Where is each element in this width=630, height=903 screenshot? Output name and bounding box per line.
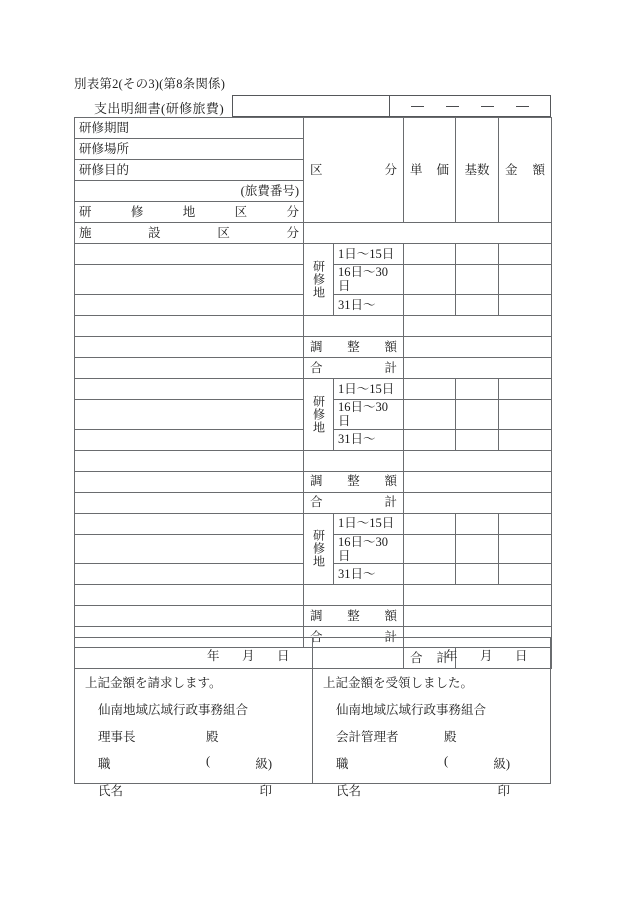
block-2-day-range-2: 16日〜30日 [334, 399, 404, 429]
receipt-name-row[interactable] [323, 781, 540, 799]
top-strip [232, 95, 551, 117]
column-header-unit-price [404, 118, 456, 223]
area-class-char-1: 研 [79, 204, 92, 219]
column-header-base-count: 基数 [456, 118, 499, 223]
table-row [75, 244, 552, 265]
claim-position-label: 職 [98, 757, 111, 771]
receipt-name-label: 氏名 [336, 784, 362, 798]
adjustment-char-2: 整 [347, 339, 360, 354]
block-2-subtotal-label [304, 492, 404, 513]
block-1-day-range-2: 16日〜30日 [334, 265, 404, 295]
top-blank-field[interactable] [233, 96, 390, 116]
info-label-period: 研修期間 [75, 118, 304, 139]
receipt-day-label: 日 [514, 649, 528, 663]
receipt-position-label: 職 [336, 757, 349, 771]
block-3-left-row-5[interactable] [75, 606, 304, 627]
block-2-adjustment-label [304, 471, 404, 492]
block-2-left-row-6[interactable] [75, 492, 304, 513]
claim-name-label: 氏名 [98, 784, 124, 798]
block-1-unit-price-3[interactable] [404, 294, 456, 315]
block-2-day-range-3: 31日〜 [334, 429, 404, 450]
facility-class-char-1: 施 [79, 225, 92, 240]
block-2-base-count-3[interactable] [456, 429, 499, 450]
block-2-left-row-3[interactable] [75, 429, 304, 450]
block-3-amount-3[interactable] [499, 564, 552, 585]
category-char-1: 区 [310, 162, 323, 177]
document-title: 支出明細書(研修旅費) [94, 101, 225, 116]
adjustment-char-3: 額 [384, 339, 397, 354]
block-2-unit-price-3[interactable] [404, 429, 456, 450]
block-1-amount-2[interactable] [499, 265, 552, 295]
receipt-grade-label: 級) [493, 757, 510, 771]
receipt-organization: 仙南地域広域行政事務組合 [336, 703, 487, 717]
form-code: 別表第2(その3)(第8条関係) [74, 77, 226, 91]
adjustment-char-1: 調 [310, 609, 323, 624]
dash-mark-2 [446, 106, 459, 107]
adjustment-char-2: 整 [347, 609, 360, 624]
dash-mark-1 [411, 106, 424, 107]
receipt-position-row[interactable] [323, 754, 540, 772]
block-1-base-count-1[interactable] [456, 244, 499, 265]
facility-class-char-2: 設 [148, 225, 161, 240]
block-1-amount-3[interactable] [499, 294, 552, 315]
subtotal-char-1: 合 [310, 360, 323, 375]
table-row [75, 223, 552, 244]
block-1-subtotal-label [304, 357, 404, 378]
table-row [75, 492, 552, 513]
column-header-category [304, 118, 404, 223]
expense-detail-table [74, 117, 552, 669]
claim-position-row[interactable] [85, 754, 302, 772]
block-1-base-count-2[interactable] [456, 265, 499, 295]
header-facility-class [75, 223, 304, 244]
unit-price-char-1: 単 [410, 162, 423, 177]
table-row [75, 513, 552, 534]
table-row [75, 315, 552, 336]
block-1-left-row-6[interactable] [75, 357, 304, 378]
column-header-amount [499, 118, 552, 223]
subtotal-char-1: 合 [310, 630, 323, 645]
block-3-base-count-2[interactable] [456, 534, 499, 564]
block-3-left-row-3[interactable] [75, 564, 304, 585]
claim-addressee-row [85, 727, 302, 745]
block-1-unit-price-1[interactable] [404, 244, 456, 265]
block-1-left-row-3[interactable] [75, 294, 304, 315]
table-row [75, 357, 552, 378]
block-3-amount-1[interactable] [499, 513, 552, 534]
block-3-amount-2[interactable] [499, 534, 552, 564]
block-3-day-range-1: 1日〜15日 [334, 513, 404, 534]
adjustment-char-2: 整 [347, 474, 360, 489]
claim-seal-label: 印 [259, 784, 272, 798]
block-3-adjustment-label [304, 606, 404, 627]
block-2-base-count-2[interactable] [456, 399, 499, 429]
block-2-blank-value[interactable] [404, 450, 552, 471]
adjustment-char-1: 調 [310, 339, 323, 354]
block-3-vertical-label: 研修地 [304, 513, 334, 585]
facility-class-char-4: 分 [286, 225, 299, 240]
info-label-purpose: 研修目的 [75, 160, 304, 181]
block-1-left-row-4[interactable] [75, 315, 304, 336]
facility-class-char-3: 区 [217, 225, 230, 240]
block-2-blank-label [304, 450, 404, 471]
block-1-left-row-5[interactable] [75, 336, 304, 357]
grand-total-char-1: 合 [410, 651, 423, 666]
block-3-blank-value[interactable] [404, 585, 552, 606]
block-1-vertical-label: 研修地 [304, 244, 334, 316]
category-char-2: 分 [384, 162, 397, 177]
subtotal-char-2: 計 [384, 630, 397, 645]
block-2-day-range-1: 1日〜15日 [334, 378, 404, 399]
amount-char-2: 額 [532, 162, 545, 177]
claim-grade-label: 級) [255, 757, 272, 771]
block-1-left-row-2[interactable] [75, 265, 304, 295]
claim-year-label: 年 [206, 649, 220, 663]
block-3-base-count-1[interactable] [456, 513, 499, 534]
area-class-char-2: 修 [130, 204, 144, 219]
subtotal-char-1: 合 [310, 495, 323, 510]
adjustment-char-1: 調 [310, 474, 323, 489]
block-2-vertical-label: 研修地 [304, 378, 334, 450]
block-2-amount-3[interactable] [499, 429, 552, 450]
receipt-year-label: 年 [444, 649, 458, 663]
grand-total-char-2: 計 [436, 651, 449, 666]
table-row [75, 450, 552, 471]
block-3-blank-label [304, 585, 404, 606]
claim-statement: 上記金額を請求します。 [85, 676, 222, 690]
block-2-unit-price-1[interactable] [404, 378, 456, 399]
claim-grade-open: ( [206, 754, 211, 768]
signature-area [74, 637, 551, 798]
amount-char-1: 金 [505, 162, 518, 177]
adjustment-char-3: 額 [384, 474, 397, 489]
dash-mark-3 [481, 106, 494, 107]
block-3-unit-price-3[interactable] [404, 564, 456, 585]
block-3-left-row-1[interactable] [75, 513, 304, 534]
table-row [75, 378, 552, 399]
receipt-statement: 上記金額を受領しました。 [323, 676, 474, 690]
claim-organization: 仙南地域広域行政事務組合 [98, 703, 249, 717]
table-row [75, 471, 552, 492]
block-2-amount-1[interactable] [499, 378, 552, 399]
block-3-adjustment-value[interactable] [404, 606, 552, 627]
info-label-place: 研修場所 [75, 139, 304, 160]
block-1-unit-price-2[interactable] [404, 265, 456, 295]
block-3-base-count-3[interactable] [456, 564, 499, 585]
block-2-amount-2[interactable] [499, 399, 552, 429]
block-2-left-row-2[interactable] [75, 399, 304, 429]
unit-price-char-2: 価 [436, 162, 449, 177]
block-1-adjustment-label [304, 336, 404, 357]
block-3-unit-price-2[interactable] [404, 534, 456, 564]
claim-addressee-suffix: 殿 [206, 730, 219, 744]
block-1-blank-label [304, 315, 404, 336]
receipt-addressee-row [323, 727, 540, 745]
block-2-left-row-4[interactable] [75, 450, 304, 471]
block-2-base-count-1[interactable] [456, 378, 499, 399]
receipt-date[interactable] [323, 646, 540, 664]
table-row [75, 118, 552, 139]
claim-month-label: 月 [241, 649, 255, 663]
table-row [75, 606, 552, 627]
header-area-class [75, 202, 304, 223]
block-2-subtotal-value[interactable] [404, 492, 552, 513]
subtotal-char-2: 計 [384, 495, 397, 510]
area-class-char-4: 区 [234, 204, 248, 219]
receipt-block [313, 638, 550, 798]
subtotal-char-2: 計 [384, 360, 397, 375]
block-1-adjustment-value[interactable] [404, 336, 552, 357]
block-3-day-range-2: 16日〜30日 [334, 534, 404, 564]
adjustment-char-3: 額 [384, 609, 397, 624]
facility-class-value[interactable] [304, 223, 552, 244]
receipt-grade-open: ( [444, 754, 449, 768]
block-2-adjustment-value[interactable] [404, 471, 552, 492]
block-2-left-row-5[interactable] [75, 471, 304, 492]
receipt-addressee-suffix: 殿 [444, 730, 457, 744]
block-1-blank-value[interactable] [404, 315, 552, 336]
receipt-addressee: 会計管理者 [336, 730, 399, 744]
block-1-left-row-1[interactable] [75, 244, 304, 265]
block-1-base-count-3[interactable] [456, 294, 499, 315]
block-1-day-range-1: 1日〜15日 [334, 244, 404, 265]
table-row [75, 585, 552, 606]
top-dash-field[interactable] [390, 96, 550, 116]
block-3-left-row-4[interactable] [75, 585, 304, 606]
claim-name-row[interactable] [85, 781, 302, 799]
block-2-left-row-1[interactable] [75, 378, 304, 399]
block-3-unit-price-1[interactable] [404, 513, 456, 534]
table-row [75, 336, 552, 357]
block-1-amount-1[interactable] [499, 244, 552, 265]
travel-number-note: (旅費番号) [75, 181, 304, 202]
area-class-char-3: 地 [182, 204, 196, 219]
receipt-seal-label: 印 [497, 784, 510, 798]
block-3-left-row-2[interactable] [75, 534, 304, 564]
claim-block [75, 638, 313, 798]
claim-day-label: 日 [276, 649, 290, 663]
block-2-unit-price-2[interactable] [404, 399, 456, 429]
area-class-char-5: 分 [286, 204, 299, 219]
claim-addressee: 理事長 [98, 730, 136, 744]
claim-date[interactable] [85, 646, 302, 664]
block-1-subtotal-value[interactable] [404, 357, 552, 378]
block-1-day-range-3: 31日〜 [334, 294, 404, 315]
block-3-day-range-3: 31日〜 [334, 564, 404, 585]
dash-mark-4 [516, 106, 529, 107]
receipt-month-label: 月 [479, 649, 493, 663]
